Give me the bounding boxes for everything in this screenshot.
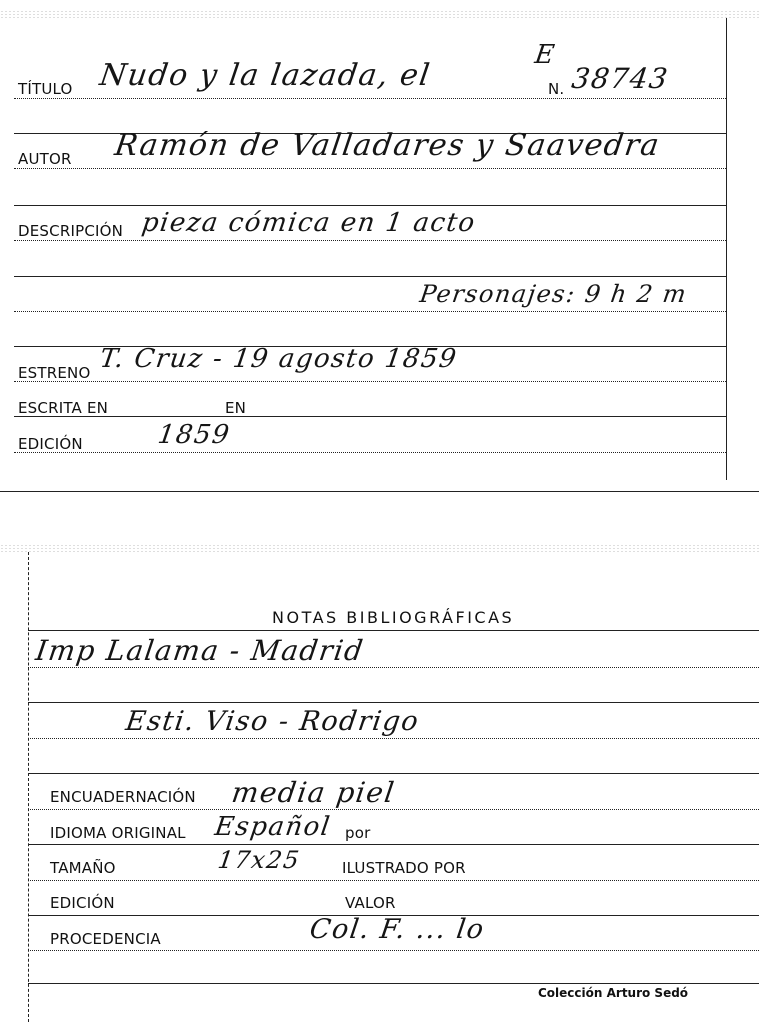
autor-label: AUTOR: [18, 150, 72, 168]
ruled-line: [28, 880, 759, 881]
procedencia-label: PROCEDENCIA: [50, 930, 161, 948]
autor-value: Ramón de Valladares y Saavedra: [112, 128, 663, 163]
ruled-line: [14, 168, 726, 169]
ruled-line: [28, 630, 759, 631]
ruled-line: [14, 452, 726, 453]
idioma-value: Español: [212, 812, 333, 842]
ruled-line: [14, 311, 726, 312]
ruled-line: [14, 416, 726, 417]
por-label: por: [345, 824, 371, 842]
ruled-line: [14, 381, 726, 382]
ruled-line: [28, 950, 759, 951]
n-value: 38743: [569, 62, 671, 95]
edicion-value: 1859: [155, 420, 233, 450]
ruled-line: [28, 809, 759, 810]
catalog-letter: E: [532, 40, 558, 70]
ruled-line: [28, 738, 759, 739]
ruled-line: [14, 240, 726, 241]
encuadernacion-value: media piel: [229, 776, 398, 809]
titulo-value: Nudo y la lazada, el: [97, 58, 434, 93]
ruled-line: [14, 98, 726, 99]
ruled-line: [28, 983, 759, 984]
titulo-label: TÍTULO: [18, 80, 73, 98]
descripcion-label: DESCRIPCIÓN: [18, 222, 124, 240]
descripcion-value: pieza cómica en 1 acto: [139, 208, 478, 238]
valor-label: VALOR: [345, 894, 396, 912]
estreno-label: ESTRENO: [18, 364, 91, 382]
catalog-card-notes: [0, 530, 759, 1028]
ruled-line: [28, 702, 759, 703]
ruled-line: [28, 773, 759, 774]
card-right-border: [726, 18, 727, 480]
ruled-line: [14, 205, 726, 206]
catalog-card-title: [0, 0, 759, 500]
card-top-edge: [0, 10, 759, 20]
estreno-value: T. Cruz - 19 agosto 1859: [97, 344, 460, 374]
n-label: N.: [548, 80, 565, 98]
ruled-line: [28, 844, 759, 845]
card-left-border: [28, 552, 29, 1022]
ruled-line: [14, 276, 726, 277]
ruled-line: [28, 667, 759, 668]
en-label: EN: [225, 399, 247, 417]
ruled-line: [0, 491, 759, 492]
tamano-label: TAMAÑO: [50, 859, 116, 877]
escrita-label: ESCRITA EN: [18, 399, 109, 417]
note-line-2: Esti. Viso - Rodrigo: [123, 706, 422, 737]
tamano-value: 17x25: [216, 846, 303, 874]
edicion-label-2: EDICIÓN: [50, 894, 115, 912]
card-top-edge: [0, 544, 759, 554]
edicion-label: EDICIÓN: [18, 435, 83, 453]
procedencia-value: Col. F. ... lo: [307, 914, 487, 945]
note-line-1: Imp Lalama - Madrid: [33, 634, 367, 667]
notas-heading: NOTAS BIBLIOGRÁFICAS: [272, 608, 515, 627]
collection-footer: Colección Arturo Sedó: [538, 986, 689, 1000]
ilustrado-label: ILUSTRADO POR: [342, 859, 466, 877]
idioma-label: IDIOMA ORIGINAL: [50, 824, 186, 842]
personajes-value: Personajes: 9 h 2 m: [418, 280, 690, 308]
encuadernacion-label: ENCUADERNACIÓN: [50, 788, 196, 806]
